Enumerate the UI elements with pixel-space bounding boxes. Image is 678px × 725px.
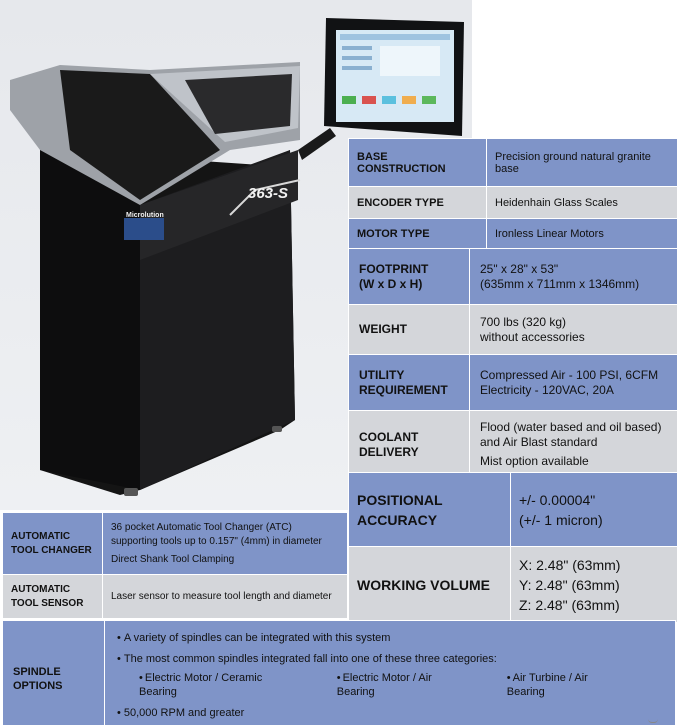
table-row [349, 411, 678, 479]
spec-table-tooling [2, 512, 348, 619]
spindle-options-label: SPINDLE OPTIONS [3, 621, 105, 725]
working-volume-value: X: 2.48" (63mm) Y: 2.48" (63mm) Z: 2.48" (63mm) [511, 547, 678, 623]
spindle-options-value [105, 621, 676, 725]
list-item: • Electric Motor / Ceramic Bearing [139, 671, 301, 699]
base-construction-label: BASE CONSTRUCTION [349, 139, 487, 187]
brand-label: Microlution [126, 212, 164, 219]
coolant-value: Flood (water based and oil based) and Air Blast standard Mist option available [470, 411, 678, 479]
base-construction-value: Precision ground natural granite base [487, 139, 678, 187]
coolant-label: COOLANT DELIVERY [349, 411, 470, 479]
table-row [3, 621, 676, 725]
spec-table-physical [348, 248, 678, 479]
motor-type-label: MOTOR TYPE [349, 219, 487, 249]
table-row [349, 355, 678, 411]
list-item: • The most common spindles integrated fall into one of these three categories: [117, 652, 663, 666]
list-item: • A variety of spindles can be integrated with this system [117, 631, 663, 645]
table-row [349, 473, 678, 547]
utility-value: Compressed Air - 100 PSI, 6CFM Electricity - 120VAC, 20A [470, 355, 678, 411]
table-row [349, 187, 678, 219]
brand-badge [124, 218, 164, 240]
tool-sensor-label: AUTOMATIC TOOL SENSOR [3, 575, 103, 619]
table-row [349, 219, 678, 249]
spec-table-spindle [2, 620, 676, 725]
weight-value: 700 lbs (320 kg) without accessories [470, 305, 678, 355]
table-row [349, 547, 678, 623]
weight-label: WEIGHT [349, 305, 470, 355]
spindle-categories [117, 671, 663, 699]
list-item: • Electric Motor / Air Bearing [337, 671, 471, 699]
spec-table-construction [348, 138, 678, 249]
utility-label: UTILITY REQUIREMENT [349, 355, 470, 411]
motor-type-value: Ironless Linear Motors [487, 219, 678, 249]
table-row [3, 513, 348, 575]
footprint-value: 25" x 28" x 53" (635mm x 711mm x 1346mm) [470, 249, 678, 305]
positional-accuracy-value: +/- 0.00004" (+/- 1 micron) [511, 473, 678, 547]
table-row [349, 139, 678, 187]
positional-accuracy-label: POSITIONAL ACCURACY [349, 473, 511, 547]
tool-changer-label: AUTOMATIC TOOL CHANGER [3, 513, 103, 575]
spec-table-accuracy [348, 472, 678, 623]
table-row [3, 575, 348, 619]
list-item: • Air Turbine / Air Bearing [507, 671, 627, 699]
footprint-label: FOOTPRINT (W x D x H) [349, 249, 470, 305]
working-volume-label: WORKING VOLUME [349, 547, 511, 623]
list-item: • 50,000 RPM and greater [117, 706, 663, 720]
table-row [349, 249, 678, 305]
encoder-type-value: Heidenhain Glass Scales [487, 187, 678, 219]
encoder-type-label: ENCODER TYPE [349, 187, 487, 219]
tool-changer-value: 36 pocket Automatic Tool Changer (ATC) supporting tools up to 0.157" (4mm) in diameter Direct Shank Tool Clamping [103, 513, 348, 575]
table-row [349, 305, 678, 355]
tool-sensor-value: Laser sensor to measure tool length and diameter [103, 575, 348, 619]
model-label: 363-S [248, 185, 289, 202]
